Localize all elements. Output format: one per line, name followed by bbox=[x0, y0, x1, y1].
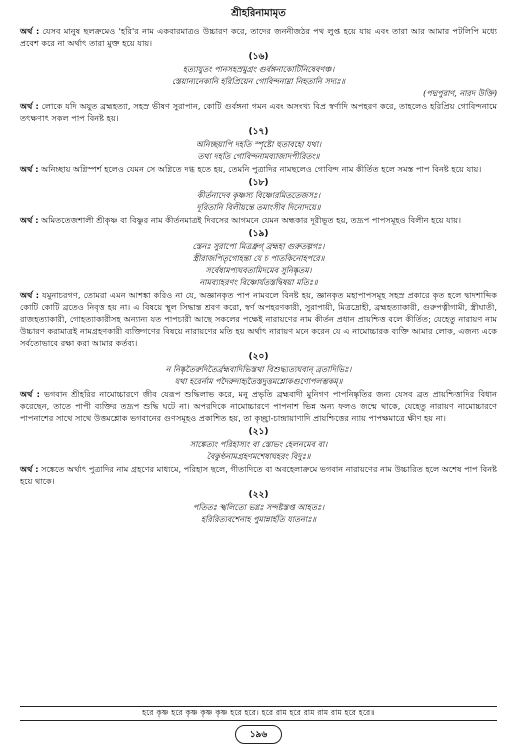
meaning-paragraph bbox=[20, 100, 497, 124]
verse-source: (পদ্মপুরাণ, নারদ উক্তি) bbox=[423, 89, 497, 98]
meaning-text: লোকে যদি অযুত ব্রহ্মহত্যা, সহস্র ভীষণ সুরাপান, কোটি গুর্বঙ্গনা গমন এবং অসংখ্য বিপ্র স্বর্ণাদি অপহরণ করে, তাহলেও হরিপ্রিয় গোবিন্দনামে তৎক্ষণাৎ সকল পাপ বিনষ্ট হয়। bbox=[20, 101, 497, 123]
meaning-label: অর্থ : bbox=[20, 464, 39, 474]
verse-number: (১৯) bbox=[248, 229, 269, 239]
verse-line: হত্যাযুতং পানসহস্রমুগ্রং গুর্বঙ্গনাকোটিনিষেবণঞ্চ। bbox=[182, 65, 335, 74]
verse-number: (১৭) bbox=[248, 127, 269, 137]
meaning-label: অর্থ : bbox=[20, 290, 40, 300]
meaning-paragraph bbox=[20, 163, 497, 175]
meaning-label: অর্থ : bbox=[20, 101, 39, 111]
verse-number: (২২) bbox=[248, 490, 269, 500]
verse-line: হরিরিত্যবশেনাহ পুমান্নার্হতি যাতনাঃ॥ bbox=[200, 515, 317, 524]
meaning-label: অর্থ : bbox=[20, 215, 39, 225]
verse-line: কীর্তনাদেব কৃষ্ণস্য বিষ্ণোরমিততেজসঃ। bbox=[196, 191, 321, 200]
verse-line: ন নিষ্কৃতৈরুদিতৈর্ব্রহ্মবাদিভিস্তথা বিশুদ্ধ্যত্যঘবান্ ব্রতাদিভিঃ। bbox=[165, 365, 352, 374]
meaning-text: যমুনাচরগণ, তোমরা এমন আশঙ্কা করিও না যে, অজ্ঞানকৃত পাপ নামবলে বিনষ্ট হয়, জ্ঞানকৃত মহাপাপসমূহ সহস্র প্রকারে কৃত হলে দ্বাদশাব্দিক কোটি কোটি ব্রতেও নিবৃত্ত হয় না। এ বিষয়ে স্থূল সিদ্ধান্ত শ্রবণ করো, স্বর্ণ অপহরণকারী, সুরাপায়ী, মিত্রদ্রোহী, ব্রহ্মহত্যাকারী, গুরুপত্নীগামী, স্ত্রীঘাতী, রাজহত্যাকারী, গোহত্যাকারীসহ অন্যান্য যত পাপচারী আছে সকলের পক্ষেই নারায়ণের নাম কীর্তন প্রধান প্রায়শ্চিত্ত বলে কীর্তিত; যেহেতু নারায়ণ নাম উচ্চারণ করামাত্রই নামগ্রহণকারী ব্যক্তিগণের বিষয়ে নারায়ণের মতি হয় অর্থাৎ নারায়ণ মনে করেন যে এ নামোচ্চারক ব্যক্তি আমার লোক, এজন্য একে সর্বতোভাবে রক্ষা করা আমার কর্তব্য। bbox=[20, 290, 497, 348]
verse-line: পতিতঃ স্খলিতো ভগ্নঃ সন্দষ্টস্তপ্ত আহতঃ। bbox=[192, 503, 325, 512]
meaning-text: অমিততেজশালী শ্রীকৃষ্ণ বা বিষ্ণুর নাম কীর্তনমাত্রই দিবসের আগমনে যেমন অন্ধকার দূরীভূত হয়, তদ্রূপ পাপসমূহও বিলীন হয়ে যায়। bbox=[41, 215, 462, 225]
meaning-paragraph bbox=[20, 289, 497, 349]
verse-line: বৈকুণ্ঠনামগ্রহণমশেষাঘহরং বিদুঃ॥ bbox=[206, 452, 311, 461]
verse-line: যথা হরের্নাম পদৈরুদাহৃতৈস্তদুত্তমশ্লোকগুণোপলম্ভকম্॥ bbox=[174, 377, 343, 386]
verse-line: স্তেনঃ সুরাপো মিত্রধ্রুগ্ ব্রহ্মহা গুরুতল্পগঃ। bbox=[192, 242, 325, 251]
page-number-container bbox=[0, 722, 517, 744]
footer-rule-bottom bbox=[20, 720, 497, 721]
footer-mantra: হরে কৃষ্ণ হরে কৃষ্ণ কৃষ্ণ কৃষ্ণ হরে হরে। হরে রাম হরে রাম রাম রাম হরে হরে॥ bbox=[142, 708, 375, 717]
meaning-text: ভগবান শ্রীহরির নামোচ্চারণে জীব যেরূপ শুদ্ধিলাভ করে, মনু প্রভৃতি ব্রহ্মবাদী মুনিগণ পাপনিষ্কৃতির জন্য যেসব ব্রত প্রায়শ্চিত্তাদির বিধান করেছেন, তাতে পাপী ব্যক্তির তদ্রূপ শুদ্ধি ঘটে না। অপরদিকে নামোচ্চারণে পাপনাশ ভিন্ন অন্য ফলও জন্মে থাকে, যেহেতু নারায়ণ নামোচ্চারণে পাপনাশের সাথে সাথে উত্তমশ্লোক ভগবানের গুণসমূহও প্রকাশিত হয়, তা কৃচ্ছ্রা-চান্দ্রায়াণাদি প্রায়শ্চিত্তের ন্যায় পাপক্ষমাত্রে ক্ষীণ হয় না। bbox=[20, 389, 497, 423]
verse-line: সর্বেষামপ্যঘবতামিদমেব সুনিষ্কৃতম। bbox=[205, 266, 312, 275]
meaning-label: অর্থ : bbox=[20, 389, 40, 399]
meaning-text: অনিচ্ছায় অগ্নিস্পর্শ হলেও যেমন সে অগ্নিতে দগ্ধ হতে হয়, তেমনি পুত্রাদির নামছলেও গোবিন্দ নাম কীর্তিত হলে সমস্ত পাপ বিনষ্ট হয়ে যায়। bbox=[41, 164, 482, 174]
verse-line: সাঙ্কেত্যং পরিহাস্যং বা স্তোভং হেলনমেব বা। bbox=[189, 440, 328, 449]
verse-line: স্ত্রীরাজপিতৃগোহন্তা যে চ পাতকিনোহপরে॥ bbox=[192, 254, 325, 263]
meaning-paragraph bbox=[20, 25, 497, 49]
verse-line: দূরিতানি বিলীয়ন্তে তমাংসীব দিনোদয়ে॥ bbox=[196, 203, 321, 212]
verse-line: তথা দহতি গোবিন্দনামব্যাজাদপীরিতং॥ bbox=[197, 152, 320, 161]
meaning-text: যেসব মানুষ ছলক্রমেও 'হরি'র নাম একবারমাত্রও উচ্চারণ করে, তাদের জননীজঠর পথ লুপ্ত হয়ে যায় এবং তারা আর আমার পটলিপি মধ্যে প্রবেশ করে না অর্থাৎ তারা মুক্ত হয়ে যায়। bbox=[20, 26, 497, 48]
verse-line: নামব্যাহরণং বিষ্ণোর্যতস্তদ্বিষয়া মতিঃ॥ bbox=[199, 278, 318, 287]
verse-line: অনিচ্ছয়াপি দহতি স্পৃষ্টো হুতাবহো যথা। bbox=[195, 140, 322, 149]
meaning-paragraph bbox=[20, 388, 497, 424]
verse-number: (২১) bbox=[248, 427, 269, 437]
meaning-label: অর্থ : bbox=[20, 164, 39, 174]
meaning-label: অর্থ : bbox=[20, 26, 40, 36]
running-title: শ্রীহরিনামামৃত bbox=[231, 8, 286, 19]
verse-line: স্তেয়ান্যনেকানি হরিপ্রিয়েন গোবিন্দনাম্না নিহতানি সদ্যঃ॥ bbox=[171, 77, 346, 86]
verse-number: (২০) bbox=[248, 352, 269, 362]
meaning-paragraph bbox=[20, 463, 497, 487]
verse-number: (১৮) bbox=[248, 178, 269, 188]
meaning-text: সঙ্কেতে অর্থাৎ পুত্রাদির নাম গ্রহণের মাধ্যমে, পরিহাস ছলে, গীতাদিতে বা অবহেলাক্রমে ভগবান নারায়ণের নাম উচ্চারিত হলে অশেষ পাপ বিনষ্ট হয়ে থাকে। bbox=[20, 464, 497, 486]
verse-number: (১৬) bbox=[248, 52, 269, 62]
page-number: ১৯৬ bbox=[235, 725, 283, 744]
meaning-paragraph bbox=[20, 214, 497, 226]
